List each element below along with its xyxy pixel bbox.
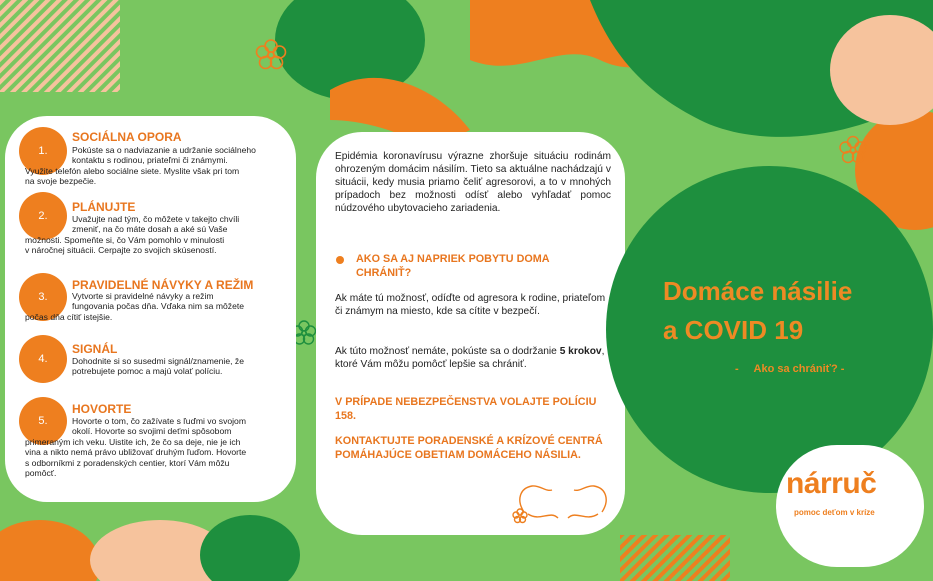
step-number-badge: 3. [19, 273, 67, 321]
page-title: Domáce násilie a COVID 19 [663, 276, 853, 345]
step-title: HOVORTE [72, 402, 132, 416]
step-title: SIGNÁL [72, 342, 118, 356]
page-subtitle: - Ako sa chrániť? - [735, 363, 845, 375]
stripe-patch-bottom [620, 535, 730, 581]
dark-green-blob-bottom [200, 515, 300, 581]
info-panel [316, 132, 625, 535]
step-body: Hovorte o tom, čo zažívate s ľuďmi vo svojom okolí. Hovorte so svojimi deťmi spôsobom primeraným ich veku. Uistite ich, že čo sa deje, nie je ich vina a nikto nemá právo ubližovať druhým ľuďom. Hovorte s odborníkmi z poradenských centier, ktorí Vám môžu pomôcť. [25, 416, 247, 479]
step-number-badge: 2. [19, 192, 67, 240]
logo-badge [776, 445, 924, 567]
logo-tagline: pomoc deťom v kríze [794, 508, 875, 517]
step-body: Dohodnite si so susedmi signál/znamenie, že potrebujete pomoc a majú volať políciu. [72, 356, 244, 377]
logo: nárruč [786, 467, 877, 500]
orange-blob-bottom-left [0, 520, 100, 581]
step-title: PLÁNUJTE [72, 200, 136, 214]
police-call-text: V PRÍPADE NEBEZPEČENSTVA VOLAJTE POLÍCIU 158. [335, 396, 597, 422]
step-body: Uvažujte nad tým, čo môžete v takejto chvíli zmeniť, na čo máte dosah a aké sú Vaše možnosti. Spomeňte si, čo Vám pomohlo v minulosti v náročnej situácii. Cerpajte zo svojich skúseností. [25, 214, 240, 256]
step-body: Pokúste sa o nadviazanie a udržanie sociálneho kontaktu s rodinou, priateľmi či známymi. Využite telefón alebo sociálne siete. Myslite však pri tom na svoje bezpečie. [25, 145, 256, 187]
crisis-centers-text: KONTAKTUJTE PORADENSKÉ A KRÍZOVÉ CENTRÁ POMÁHAJÚCE OBETIAM DOMÁCEHO NÁSILIA. [335, 435, 603, 461]
step-title: PRAVIDELNÉ NÁVYKY A REŽIM [72, 278, 254, 292]
step-title: SOCIÁLNA OPORA [72, 130, 182, 144]
protection-heading: AKO SA AJ NAPRIEK POBYTU DOMA CHRÁNIŤ? [356, 253, 550, 279]
stripe-patch-top-left [0, 0, 120, 92]
step-number-badge: 4. [19, 335, 67, 383]
hands-flower-icon [506, 470, 621, 530]
step-number-badge: 5. [19, 397, 67, 445]
steps-panel [5, 116, 296, 502]
step-number-badge: 1. [19, 127, 67, 175]
bullet-icon [336, 256, 344, 264]
step-body: Vytvorte si pravidelné návyky a režim fungovania počas dňa. Vďaka nim sa môžete počas dňa cítiť istejšie. [25, 291, 245, 322]
intro-paragraph: Epidémia koronavírusu výrazne zhoršuje situáciu rodinám ohrozeným domácim násilím. Tieto sa aktuálne nachádzajú v situácii, kedy musia priamo čeliť agresorovi, a to v mnohých prípadoch bez možnosti odísť alebo vyhľadať pomoc núdzového ubytovacieho zariadenia. [335, 151, 611, 214]
leave-paragraph: Ak máte tú možnosť, odíďte od agresora k rodine, priateľom či známym na miesto, kde sa cítite v bezpečí. [335, 293, 606, 317]
steps-paragraph: Ak túto možnosť nemáte, pokúste sa o dodržanie 5 krokov, ktoré Vám môžu pomôcť lepšie sa chrániť. [335, 346, 605, 370]
